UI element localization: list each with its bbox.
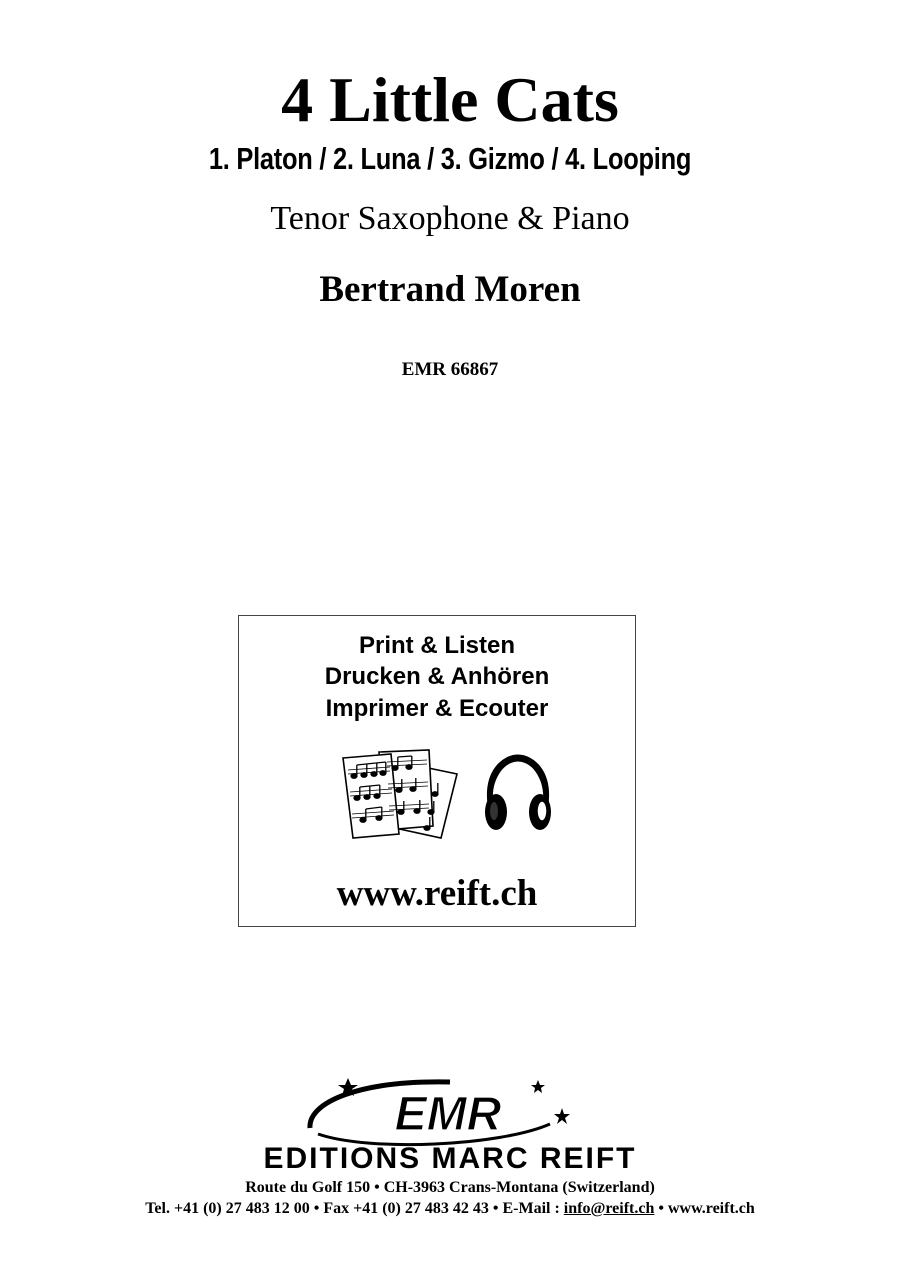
promo-line-german: Drucken & Anhören	[324, 663, 550, 690]
publisher-address: Route du Golf 150 • CH-3963 Crans-Montana (Switzerland)	[245, 1179, 655, 1196]
contact-website: • www.reift.ch	[654, 1200, 755, 1217]
publisher-name-text: EDITIONS MARC REIFT	[263, 1142, 637, 1174]
sheet-music-icon	[339, 746, 469, 842]
composer: Bertrand Moren	[319, 269, 581, 310]
publisher-name	[0, 1140, 900, 1174]
promo-box	[238, 615, 636, 927]
promo-line-english: Print & Listen	[358, 632, 515, 659]
emr-logo-text: EMR	[394, 1088, 502, 1141]
headphones-icon	[483, 754, 553, 836]
publisher-contact	[0, 1199, 900, 1219]
title: 4 Little Cats	[281, 64, 619, 135]
instrumentation: Tenor Saxophone & Piano	[270, 200, 630, 237]
contact-email-link[interactable]: info@reift.ch	[563, 1200, 655, 1217]
catalog-number: EMR 66867	[401, 359, 499, 380]
promo-line-french: Imprimer & Ecouter	[325, 695, 549, 722]
contact-phone-fax: Tel. +41 (0) 27 483 12 00 • Fax +41 (0) 27 483 42 43 • E-Mail :	[145, 1200, 564, 1217]
promo-website-link[interactable]: www.reift.ch	[336, 873, 538, 914]
emr-logo	[300, 1072, 580, 1150]
subtitle: 1. Platon / 2. Luna / 3. Gizmo / 4. Looping	[208, 141, 692, 176]
